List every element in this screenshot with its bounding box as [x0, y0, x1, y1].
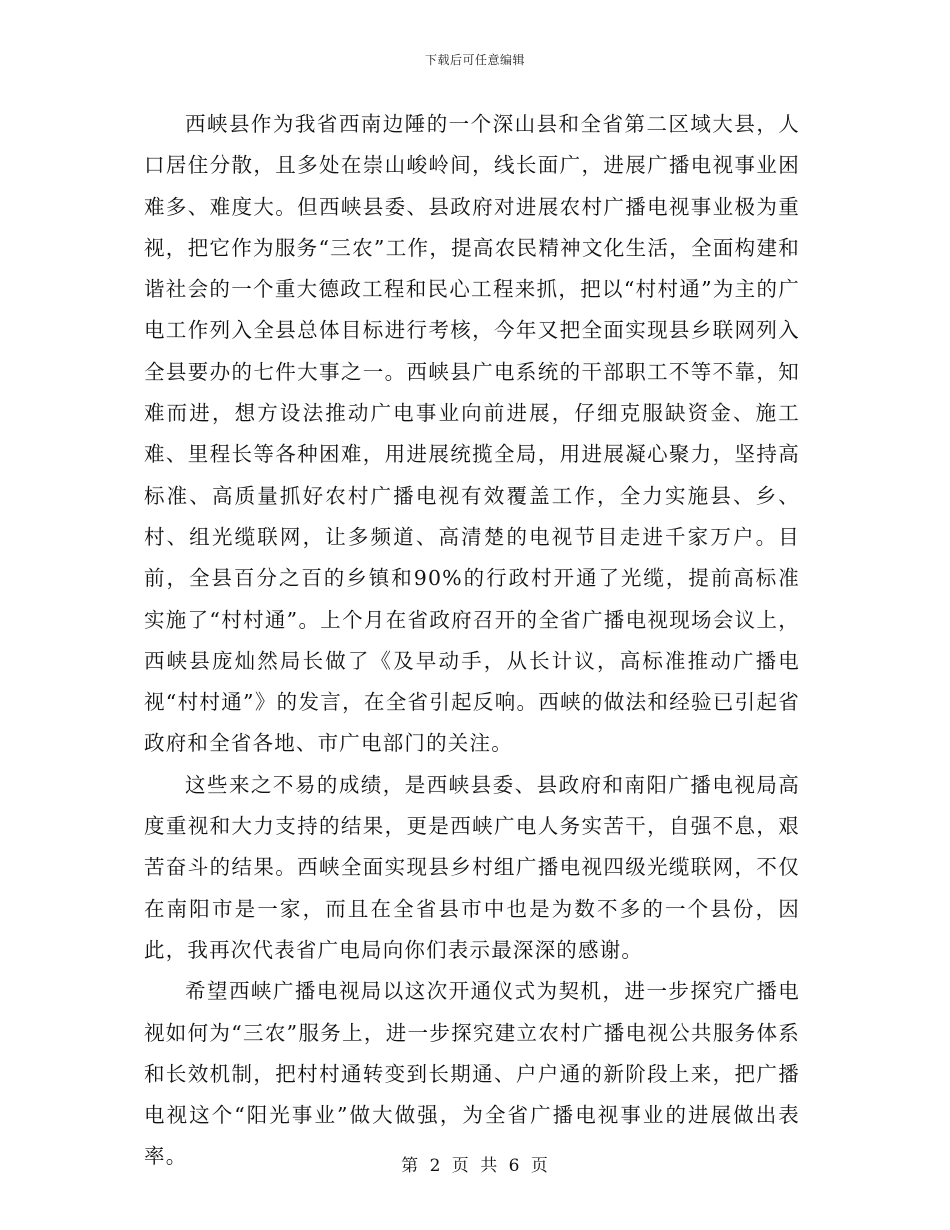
paragraph-2: 这些来之不易的成绩，是西峡县委、县政府和南阳广播电视局高度重视和大力支持的结果，更是西峡广电人务实苦干，自强不息，艰苦奋斗的结果。西峡全面实现县乡村组广播电视四级光缆联网，不仅在南阳市是一家，而且在全省县市中也是为数不多的一个县份，因此，我再次代表省广电局向你们表示最深深的感谢。: [144, 772, 800, 962]
page-number-footer: 第 2 页 共 6 页: [401, 1156, 549, 1176]
document-body: [144, 104, 800, 1178]
paragraph-3: 希望西峡广播电视局以这次开通仪式为契机，进一步探究广播电视如何为“三农”服务上，进一步探究建立农村广播电视公共服务体系和长效机制，把村村通转变到长期通、户户通的新阶段上来，把广播电视这个“阳光事业”做大做强，为全省广播电视事业的进展做出表率。: [144, 979, 800, 1169]
page-header: 下载后可任意编辑: [424, 53, 525, 67]
paragraph-1: 西峡县作为我省西南边陲的一个深山县和全省第二区域大县，人口居住分散，且多处在崇山峻岭间，线长面广，进展广播电视事业困难多、难度大。但西峡县委、县政府对进展农村广播电视事业极为重视，把它作为服务“三农”工作，提高农民精神文化生活，全面构建和谐社会的一个重大德政工程和民心工程来抓，把以“村村通”为主的广电工作列入全县总体目标进行考核，今年又把全面实现县乡联网列入全县要办的七件大事之一。西峡县广电系统的干部职工不等不靠，知难而进，想方设法推动广电事业向前进展，仔细克服缺资金、施工难、里程长等各种困难，用进展统揽全局，用进展凝心聚力，坚持高标准、高质量抓好农村广播电视有效覆盖工作，全力实施县、乡、村、组光缆联网，让多频道、高清楚的电视节目走进千家万户。目前，全县百分之百的乡镇和90%的行政村开通了光缆，提前高标准实施了“村村通”。上个月在省政府召开的全省广播电视现场会议上，西峡县庞灿然局长做了《及早动手，从长计议，高标准推动广播电视“村村通”》的发言，在全省引起反响。西峡的做法和经验已引起省政府和全省各地、市广电部门的关注。: [144, 112, 800, 756]
